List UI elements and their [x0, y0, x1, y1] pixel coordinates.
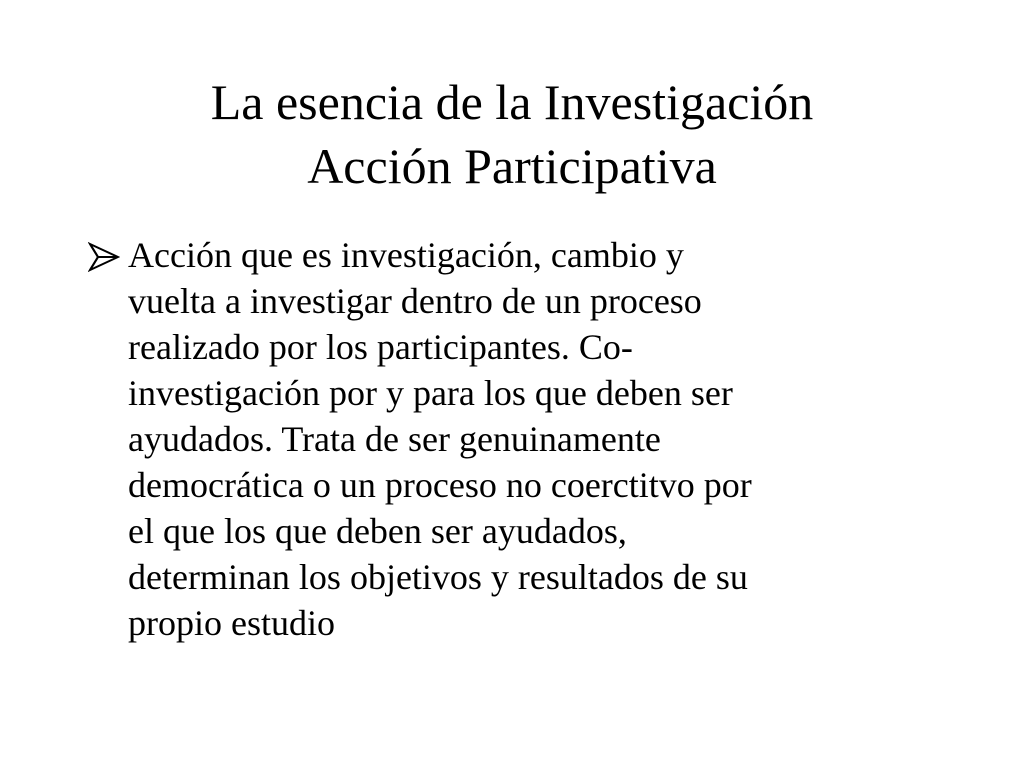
bullet-text-line: propio estudio [128, 603, 335, 643]
bullet-item [88, 232, 938, 646]
bullet-text-line: el que los que deben ser ayudados, [128, 511, 627, 551]
slide-title [60, 70, 964, 198]
bullet-text-line: realizado por los participantes. Co- [128, 327, 633, 367]
bullet-text [128, 232, 938, 646]
bullet-text-line: ayudados. Trata de ser genuinamente [128, 419, 661, 459]
slide-content [88, 232, 938, 646]
slide-title-line-2: Acción Participativa [307, 138, 717, 194]
bullet-text-line: determinan los objetivos y resultados de su [128, 557, 748, 597]
arrow-bullet-icon [88, 242, 120, 272]
bullet-text-line: Acción que es investigación, cambio y [128, 235, 684, 275]
slide-title-line-1: La esencia de la Investigación [210, 74, 814, 130]
bullet-text-line: investigación por y para los que deben ser [128, 373, 733, 413]
bullet-text-line: vuelta a investigar dentro de un proceso [128, 281, 702, 321]
bullet-text-line: democrática o un proceso no coerctitvo por [128, 465, 752, 505]
